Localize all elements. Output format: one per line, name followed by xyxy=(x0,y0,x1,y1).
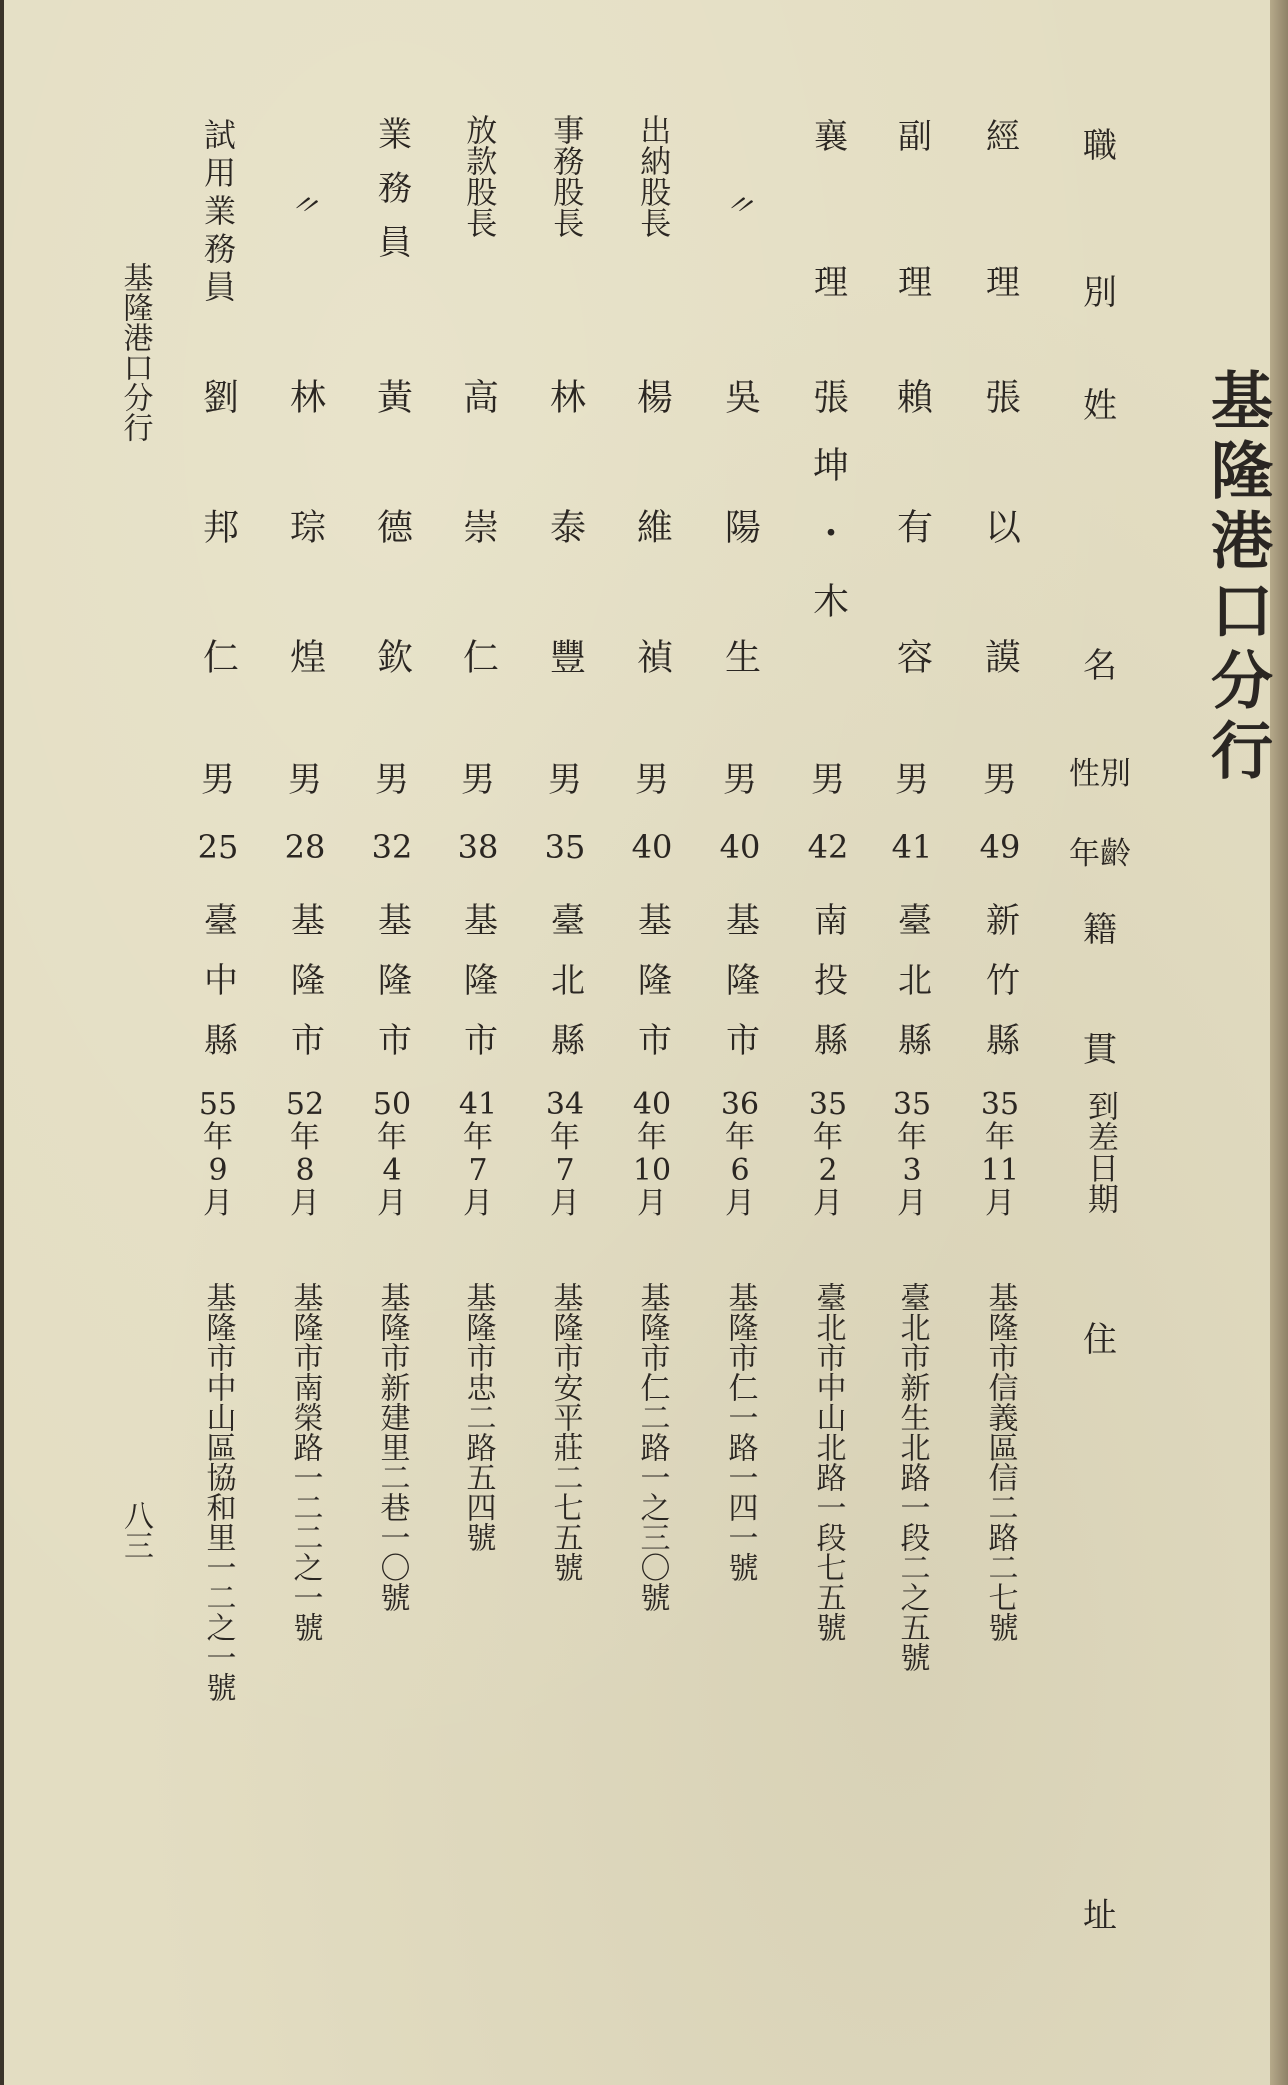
age: 42 xyxy=(807,828,849,866)
origin: 基隆市 xyxy=(371,902,412,1082)
arrival-date xyxy=(286,1088,324,1220)
month-unit: 月 xyxy=(897,1186,927,1221)
arrival-month: 7 xyxy=(555,1153,575,1188)
position-ditto-mark: 〃 xyxy=(283,183,324,227)
arrival-year: 34 xyxy=(545,1087,585,1122)
arrival-month: 7 xyxy=(468,1153,488,1188)
year-unit: 年 xyxy=(203,1120,233,1155)
arrival-year: 40 xyxy=(632,1087,672,1122)
year-unit: 年 xyxy=(377,1120,407,1155)
header-name-1: 姓 xyxy=(1083,386,1117,426)
address: 基隆市仁二路一之三〇號 xyxy=(634,1282,670,1612)
person-name: 楊維禎 xyxy=(631,378,673,768)
arrival-month: 9 xyxy=(208,1153,228,1188)
arrival-year: 35 xyxy=(808,1087,848,1122)
arrival-month: 8 xyxy=(295,1153,315,1188)
age: 49 xyxy=(979,828,1021,866)
position-label: 放款股長 xyxy=(460,114,497,238)
gender: 男 xyxy=(288,760,322,800)
page-number: 八三 xyxy=(118,1500,153,1560)
header-arrival-date: 到差日期 xyxy=(1082,1090,1119,1214)
position-label: 襄理 xyxy=(807,118,848,410)
gender: 男 xyxy=(983,760,1017,800)
header-gender: 性別 xyxy=(1069,756,1131,792)
person-name: 劉邦仁 xyxy=(197,378,239,768)
arrival-year: 35 xyxy=(980,1087,1020,1122)
position-label: 業務員 xyxy=(371,116,412,278)
address: 基隆市信義區信二路二七號 xyxy=(982,1282,1018,1642)
gender: 男 xyxy=(461,760,495,800)
address: 臺北市新生北路一段二之五號 xyxy=(894,1282,930,1672)
arrival-date xyxy=(721,1088,759,1220)
position-label: 事務股長 xyxy=(547,114,584,238)
address: 基隆市忠二路五四號 xyxy=(460,1282,496,1552)
position-label: 出納股長 xyxy=(634,114,671,238)
person-name: 張以謨 xyxy=(979,378,1021,768)
person-name: 賴有容 xyxy=(891,378,933,768)
arrival-date xyxy=(893,1088,931,1220)
arrival-year: 52 xyxy=(285,1087,325,1122)
origin: 臺北縣 xyxy=(544,902,585,1082)
address: 基隆市安平莊二七五號 xyxy=(547,1282,583,1582)
gender: 男 xyxy=(548,760,582,800)
year-unit: 年 xyxy=(813,1120,843,1155)
header-age: 年齡 xyxy=(1069,836,1131,872)
page-title: 基隆港口分行 xyxy=(1200,368,1274,788)
address: 基隆市仁一路一四一號 xyxy=(722,1282,758,1582)
header-address-2: 址 xyxy=(1083,1896,1117,1936)
person-name: 黃德欽 xyxy=(371,378,413,768)
address: 基隆市新建里二巷一〇號 xyxy=(374,1282,410,1612)
arrival-date xyxy=(981,1088,1019,1220)
month-unit: 月 xyxy=(377,1186,407,1221)
gender: 男 xyxy=(811,760,845,800)
age: 40 xyxy=(719,828,761,866)
age: 32 xyxy=(371,828,413,866)
origin: 基隆市 xyxy=(719,902,760,1082)
person-name: 高崇仁 xyxy=(457,378,499,768)
page-binding-edge xyxy=(1270,0,1288,2085)
gender: 男 xyxy=(375,760,409,800)
arrival-year: 41 xyxy=(458,1087,498,1122)
arrival-date xyxy=(633,1088,671,1220)
person-name: 林琮煌 xyxy=(284,378,326,768)
arrival-month: 10 xyxy=(632,1153,672,1188)
origin: 臺中縣 xyxy=(197,902,238,1082)
year-unit: 年 xyxy=(897,1120,927,1155)
arrival-month: 11 xyxy=(980,1153,1020,1188)
age: 25 xyxy=(197,828,239,866)
arrival-month: 3 xyxy=(902,1153,922,1188)
header-position-2: 別 xyxy=(1083,273,1117,313)
origin: 基隆市 xyxy=(284,902,325,1082)
year-unit: 年 xyxy=(550,1120,580,1155)
position-ditto-mark: 〃 xyxy=(718,183,759,227)
gender: 男 xyxy=(635,760,669,800)
origin: 臺北縣 xyxy=(891,902,932,1082)
gender: 男 xyxy=(201,760,235,800)
person-name: 張坤・木 xyxy=(807,378,849,650)
person-name: 林泰豐 xyxy=(544,378,586,768)
age: 40 xyxy=(631,828,673,866)
gender: 男 xyxy=(895,760,929,800)
header-address-1: 住 xyxy=(1083,1320,1117,1360)
address: 基隆市中山區協和里一二之一號 xyxy=(200,1282,236,1702)
month-unit: 月 xyxy=(463,1186,493,1221)
month-unit: 月 xyxy=(725,1186,755,1221)
year-unit: 年 xyxy=(637,1120,667,1155)
age: 35 xyxy=(544,828,586,866)
header-position-1: 職 xyxy=(1083,126,1117,166)
arrival-year: 55 xyxy=(198,1087,238,1122)
arrival-month: 2 xyxy=(818,1153,838,1188)
age: 38 xyxy=(457,828,499,866)
header-origin-1: 籍 xyxy=(1083,910,1117,950)
page-left-edge xyxy=(0,0,4,2085)
arrival-year: 36 xyxy=(720,1087,760,1122)
address: 臺北市中山北路一段七五號 xyxy=(810,1282,846,1642)
arrival-year: 35 xyxy=(892,1087,932,1122)
gender: 男 xyxy=(723,760,757,800)
origin: 基隆市 xyxy=(631,902,672,1082)
arrival-date xyxy=(546,1088,584,1220)
header-origin-2: 貫 xyxy=(1083,1030,1117,1070)
origin: 基隆市 xyxy=(457,902,498,1082)
arrival-month: 4 xyxy=(382,1153,402,1188)
year-unit: 年 xyxy=(290,1120,320,1155)
origin: 新竹縣 xyxy=(979,902,1020,1082)
year-unit: 年 xyxy=(725,1120,755,1155)
year-unit: 年 xyxy=(463,1120,493,1155)
month-unit: 月 xyxy=(203,1186,233,1221)
footer-branch-name: 基隆港口分行 xyxy=(117,262,153,442)
month-unit: 月 xyxy=(550,1186,580,1221)
arrival-month: 6 xyxy=(730,1153,750,1188)
month-unit: 月 xyxy=(813,1186,843,1221)
origin: 南投縣 xyxy=(807,902,848,1082)
arrival-date xyxy=(459,1088,497,1220)
address: 基隆市南榮路一二二之一號 xyxy=(287,1282,323,1642)
month-unit: 月 xyxy=(985,1186,1015,1221)
arrival-date xyxy=(809,1088,847,1220)
month-unit: 月 xyxy=(290,1186,320,1221)
person-name: 吳陽生 xyxy=(719,378,761,768)
arrival-date xyxy=(373,1088,411,1220)
position-label: 試用業務員 xyxy=(199,118,237,308)
year-unit: 年 xyxy=(985,1120,1015,1155)
age: 28 xyxy=(284,828,326,866)
header-name-2: 名 xyxy=(1083,646,1117,686)
age: 41 xyxy=(891,828,933,866)
position-label: 經理 xyxy=(979,118,1020,410)
arrival-date xyxy=(199,1088,237,1220)
arrival-year: 50 xyxy=(372,1087,412,1122)
position-label: 副理 xyxy=(891,118,932,410)
month-unit: 月 xyxy=(637,1186,667,1221)
